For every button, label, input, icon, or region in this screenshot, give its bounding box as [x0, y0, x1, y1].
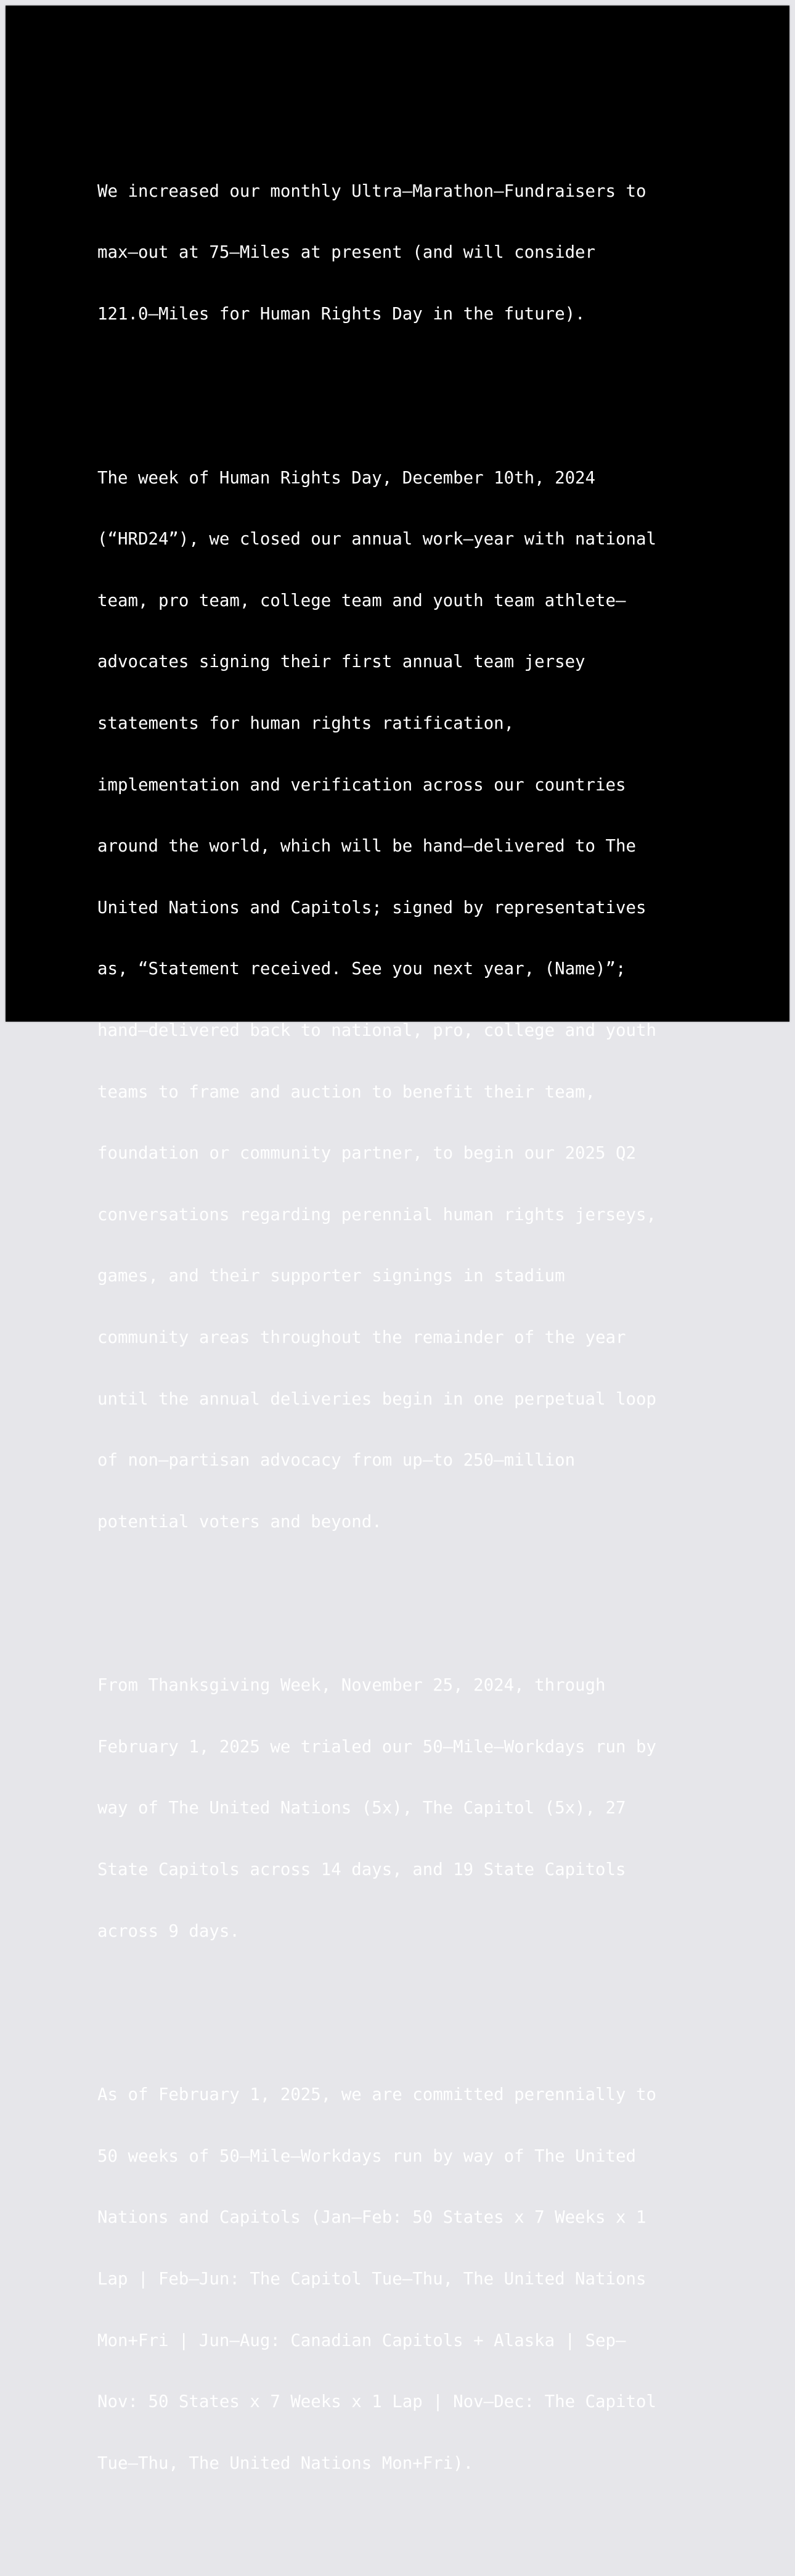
text-line: (“HRD24”), we closed our annual work–year with national — [97, 530, 656, 549]
text-line: 121.0–Miles for Human Rights Day in the future). — [97, 305, 585, 324]
text-line: statements for human rights ratification, — [97, 713, 515, 733]
text-line: Nations and Capitols (Jan–Feb: 50 States x 7 Weeks x 1 — [97, 2208, 646, 2228]
text-line: As of February 1, 2025, we are committed perennially to — [97, 2085, 656, 2105]
text-line: State Capitols across 14 days, and 19 State Capitols — [97, 1860, 626, 1880]
text-line: foundation or community partner, to begin our 2025 Q2 — [97, 1144, 636, 1163]
text-line: max–out at 75–Miles at present (and will consider — [97, 243, 596, 263]
text-line: We increased our monthly Ultra–Marathon–Fundraisers to — [97, 181, 646, 201]
text-line: team, pro team, college team and youth team athlete– — [97, 591, 626, 610]
text-line: community areas throughout the remainder of the year — [97, 1327, 626, 1347]
text-line: games, and their supporter signings in stadium — [97, 1266, 565, 1286]
text-line: hand–delivered back to national, pro, college and youth — [97, 1020, 656, 1040]
paragraph-fundraisers — [97, 140, 714, 365]
document-body — [97, 99, 714, 2576]
text-line: of non–partisan advocacy from up–to 250–million — [97, 1451, 576, 1471]
text-line: until the annual deliveries begin in one perpetual loop — [97, 1389, 656, 1409]
text-line: potential voters and beyond. — [97, 1512, 382, 1532]
text-line: Nov: 50 States x 7 Weeks x 1 Lap | Nov–Dec: The Capitol — [97, 2392, 656, 2412]
text-line: Mon+Fri | Jun–Aug: Canadian Capitols + Alaska | Sep– — [97, 2331, 626, 2350]
paragraph-commitment — [97, 2044, 714, 2515]
text-line: From Thanksgiving Week, November 25, 2024, through — [97, 1676, 606, 1696]
text-line: United Nations and Capitols; signed by representatives — [97, 898, 646, 917]
paragraph-human-rights-day — [97, 427, 714, 1573]
text-line: The week of Human Rights Day, December 10th, 2024 — [97, 468, 596, 488]
text-line: advocates signing their first annual team jersey — [97, 652, 585, 672]
text-line: Tue–Thu, The United Nations Mon+Fri). — [97, 2453, 474, 2473]
text-line: as, “Statement received. See you next year, (Name)”; — [97, 959, 626, 979]
document-page — [6, 6, 789, 2473]
text-line: around the world, which will be hand–delivered to The — [97, 837, 636, 856]
paragraph-thanksgiving-trial — [97, 1635, 714, 1982]
text-line: Lap | Feb–Jun: The Capitol Tue–Thu, The United Nations — [97, 2270, 646, 2289]
text-line: teams to frame and auction to benefit their team, — [97, 1082, 596, 1102]
text-line: conversations regarding perennial human rights jerseys, — [97, 1205, 656, 1224]
text-line: implementation and verification across our countries — [97, 775, 626, 795]
text-line: 50 weeks of 50–Mile–Workdays run by way of The United — [97, 2146, 636, 2166]
text-line: way of The United Nations (5x), The Capitol (5x), 27 — [97, 1799, 626, 1818]
text-line: February 1, 2025 we trialed our 50–Mile–Workdays run by — [97, 1737, 656, 1757]
text-line: across 9 days. — [97, 1921, 240, 1941]
